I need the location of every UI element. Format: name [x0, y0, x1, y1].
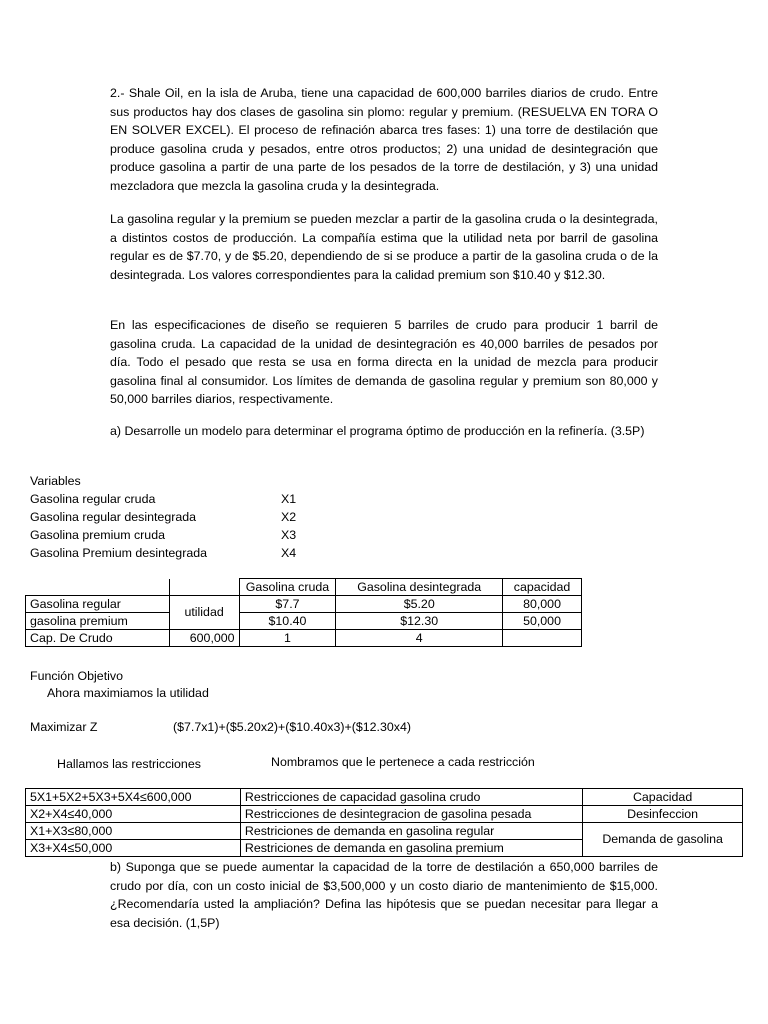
question-b: b) Suponga que se puede aumentar la capacidad de la torre de destilación a 650,000 barriles de crudo por día, con un costo inicial de $3,500,000 y un costo diario de mantenimiento de $15,000. ¿Recomendaría usted la ampliación? Defina las hipótesis que se puedan necesitar para llegar a esa decisión. (1,5P) — [110, 860, 658, 930]
problem-statement: 2.- Shale Oil, en la isla de Aruba, tiene una capacidad de 600,000 barriles diarios de crudo. Entre sus productos hay dos clases de gasolina sin plomo: regular y premium. (RESUELVA EN TORA O EN SOLVER EXCEL). El proceso de refinación abarca tres fases: 1) una torre de destilación que produce gasolina cruda y pesados, entre otros productos; 2) una unidad de desintegración que produce gasolina a partir de una parte de los pesados de la torre de destilación, y 3) una unidad mezcladora que mezcla la gasolina cruda y la desintegrada. — [110, 86, 658, 193]
objective-heading: Función Objetivo — [30, 669, 123, 683]
restriction-description: Restriciones de demanda en gasolina regular — [240, 823, 582, 840]
restriction-group: Desinfeccion — [583, 806, 743, 823]
row-label: Gasolina regular — [26, 596, 170, 613]
design-specifications: En las especificaciones de diseño se requieren 5 barriles de crudo para producir 1 barril de gasolina cruda. La capacidad de la unidad de desintegración es 40,000 barriles de pesados por día. Todo el pesado que resta se usa en forma directa en la unidad de mezcla para producir gasolina final al consumidor. Los límites de demanda de gasolina regular y premium son 80,000 y 50,000 barriles diarios, respectivamente. — [110, 318, 658, 407]
variables-heading: Variables — [30, 474, 81, 488]
variable-symbol: X3 — [281, 528, 297, 542]
variable-name: Gasolina Premium desintegrada — [30, 546, 208, 560]
restriction-description: Restricciones de capacidad gasolina crudo — [240, 789, 582, 806]
table-cell — [503, 630, 582, 647]
utilidad-label: utilidad — [169, 596, 239, 630]
restriction-description: Restricciones de desintegracion de gasolina pesada — [240, 806, 582, 823]
variable-name: Gasolina premium cruda — [30, 528, 165, 542]
restriction-description: Restriciones de demanda en gasolina premium — [240, 840, 582, 857]
variable-name: Gasolina regular cruda — [30, 492, 156, 506]
objective-label: Maximizar Z — [30, 720, 98, 734]
table-cell — [26, 579, 170, 596]
table-header: Gasolina cruda — [239, 579, 336, 596]
restrictions-heading: Hallamos las restricciones — [57, 757, 201, 771]
variable-symbol: X2 — [281, 510, 297, 524]
question-a: a) Desarrolle un modelo para determinar el programa óptimo de producción en la refinería. (3.5P) — [110, 424, 645, 438]
restriction-expression: X3+X4≤50,000 — [26, 840, 241, 857]
restriction-expression: 5X1+5X2+5X3+5X4≤600,000 — [26, 789, 241, 806]
table-cell: 4 — [336, 630, 503, 647]
restrictions-naming-heading: Nombramos que le pertenece a cada restricción — [271, 755, 535, 769]
restriction-group: Demanda de gasolina — [583, 823, 743, 857]
table-cell: 1 — [239, 630, 336, 647]
restriction-expression: X2+X4≤40,000 — [26, 806, 241, 823]
variable-symbol: X1 — [281, 492, 297, 506]
table-cell: $10.40 — [239, 613, 336, 630]
table-cell: $5.20 — [336, 596, 503, 613]
table-header: capacidad — [503, 579, 582, 596]
objective-expression: ($7.7x1)+($5.20x2)+($10.40x3)+($12.30x4) — [173, 720, 411, 734]
table-cell: 600,000 — [169, 630, 239, 647]
data-table — [25, 578, 582, 647]
table-cell: $12.30 — [336, 613, 503, 630]
table-cell: 50,000 — [503, 613, 582, 630]
restrictions-table — [25, 788, 743, 857]
profit-description: La gasolina regular y la premium se pueden mezclar a partir de la gasolina cruda o la desintegrada, a distintos costos de producción. La compañía estima que la utilidad neta por barril de gasolina regular es de $7.70, y de $5.20, dependiendo de si se produce a partir de la gasolina cruda o de la desintegrada. Los valores correspondientes para la calidad premium son $10.40 y $12.30. — [110, 212, 658, 282]
table-header: Gasolina desintegrada — [336, 579, 503, 596]
row-label: gasolina premium — [26, 613, 170, 630]
variable-symbol: X4 — [281, 546, 297, 560]
restriction-expression: X1+X3≤80,000 — [26, 823, 241, 840]
variable-name: Gasolina regular desintegrada — [30, 510, 197, 524]
row-label: Cap. De Crudo — [26, 630, 170, 647]
table-cell: 80,000 — [503, 596, 582, 613]
table-cell: $7.7 — [239, 596, 336, 613]
objective-subheading: Ahora maximiamos la utilidad — [47, 686, 209, 700]
table-cell — [169, 579, 239, 596]
restriction-group: Capacidad — [583, 789, 743, 806]
